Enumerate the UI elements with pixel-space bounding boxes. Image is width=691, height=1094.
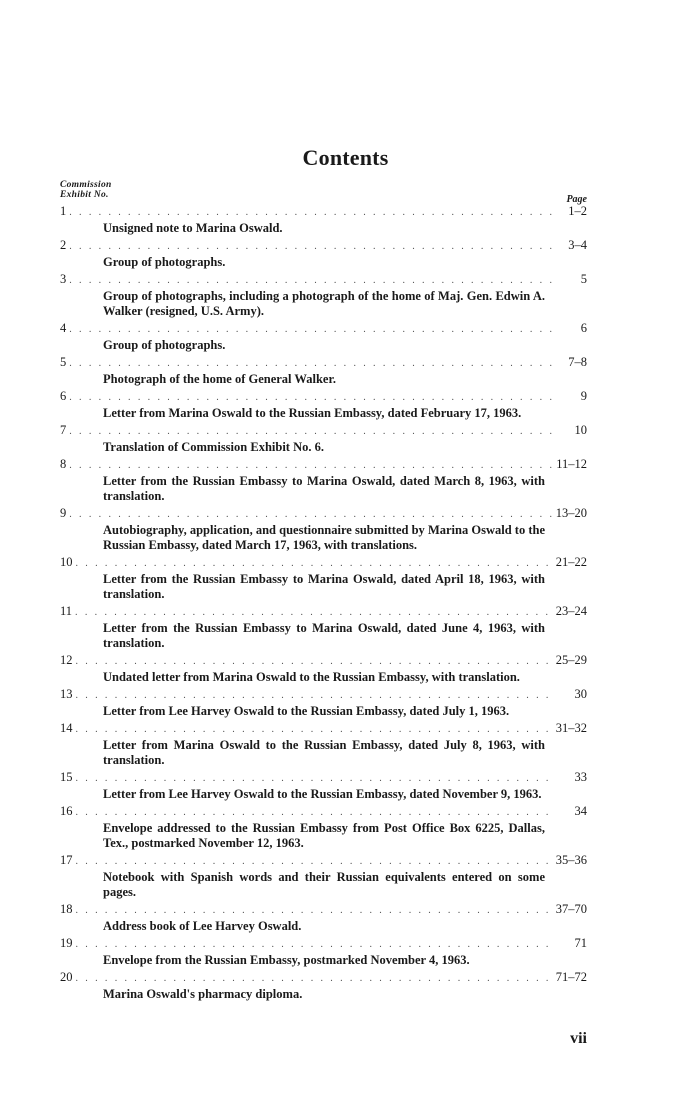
entry-page-range: 35–36 bbox=[555, 853, 587, 867]
exhibit-number: 2 bbox=[60, 238, 67, 252]
entry-leader-line bbox=[60, 389, 587, 404]
entry-page-range: 6 bbox=[580, 321, 587, 335]
exhibit-number: 6 bbox=[60, 389, 67, 403]
dot-leader bbox=[76, 854, 553, 869]
dot-leader bbox=[69, 205, 554, 220]
contents-entry bbox=[60, 423, 587, 455]
exhibit-number: 10 bbox=[60, 555, 73, 569]
entry-leader-line bbox=[60, 321, 587, 336]
entry-description: Letter from the Russian Embassy to Marina Oswald, dated June 4, 1963, with translation. bbox=[103, 621, 545, 650]
entry-description: Envelope from the Russian Embassy, postmarked November 4, 1963. bbox=[103, 953, 470, 967]
entry-description: Notebook with Spanish words and their Russian equivalents entered on some pages. bbox=[103, 870, 545, 899]
entry-description: Undated letter from Marina Oswald to the Russian Embassy, with translation. bbox=[103, 670, 520, 684]
exhibit-number: 15 bbox=[60, 770, 73, 784]
entry-leader-line bbox=[60, 355, 587, 370]
entry-leader-line bbox=[60, 653, 587, 668]
entry-page-range: 31–32 bbox=[555, 721, 587, 735]
entry-leader-line bbox=[60, 423, 587, 438]
entry-page-range: 10 bbox=[574, 423, 587, 437]
dot-leader bbox=[76, 654, 553, 669]
entry-page-range: 21–22 bbox=[555, 555, 587, 569]
contents-entry bbox=[60, 721, 587, 768]
contents-entry bbox=[60, 457, 587, 504]
dot-leader bbox=[69, 273, 554, 288]
page-number: vii bbox=[570, 1030, 587, 1047]
exhibit-header-line2: Exhibit No. bbox=[60, 190, 109, 200]
exhibit-number: 17 bbox=[60, 853, 73, 867]
contents-entry bbox=[60, 506, 587, 553]
exhibit-header-line1: Commission bbox=[60, 180, 112, 190]
dot-leader bbox=[76, 805, 555, 820]
contents-entry bbox=[60, 970, 587, 1002]
exhibit-number: 4 bbox=[60, 321, 67, 335]
contents-list bbox=[60, 204, 587, 1004]
exhibit-number: 20 bbox=[60, 970, 73, 984]
contents-entry bbox=[60, 604, 587, 651]
entry-page-range: 34 bbox=[574, 804, 587, 818]
entry-leader-line bbox=[60, 970, 587, 985]
dot-leader bbox=[69, 507, 553, 522]
entry-leader-line bbox=[60, 506, 587, 521]
dot-leader bbox=[76, 903, 553, 918]
entry-leader-line bbox=[60, 770, 587, 785]
contents-entry bbox=[60, 687, 587, 719]
exhibit-number: 19 bbox=[60, 936, 73, 950]
entry-description: Envelope addressed to the Russian Embassy from Post Office Box 6225, Dallas, Tex., postmarked November 12, 1963. bbox=[103, 821, 545, 850]
entry-page-range: 37–70 bbox=[555, 902, 587, 916]
exhibit-number: 12 bbox=[60, 653, 73, 667]
entry-leader-line bbox=[60, 804, 587, 819]
entry-page-range: 71 bbox=[574, 936, 587, 950]
dot-leader bbox=[76, 771, 555, 786]
entry-page-range: 25–29 bbox=[555, 653, 587, 667]
page-column-header: Page bbox=[566, 194, 587, 205]
exhibit-column-header bbox=[60, 180, 112, 200]
exhibit-number: 3 bbox=[60, 272, 67, 286]
dot-leader bbox=[76, 688, 555, 703]
entry-description: Translation of Commission Exhibit No. 6. bbox=[103, 440, 324, 454]
entry-leader-line bbox=[60, 238, 587, 253]
exhibit-number: 14 bbox=[60, 721, 73, 735]
contents-entry bbox=[60, 238, 587, 270]
entry-page-range: 5 bbox=[580, 272, 587, 286]
entry-leader-line bbox=[60, 555, 587, 570]
entry-page-range: 11–12 bbox=[556, 457, 587, 471]
entry-leader-line bbox=[60, 272, 587, 287]
entry-description: Group of photographs. bbox=[103, 338, 226, 352]
dot-leader bbox=[76, 971, 553, 986]
entry-description: Letter from Marina Oswald to the Russian Embassy, dated July 8, 1963, with translation. bbox=[103, 738, 545, 767]
entry-leader-line bbox=[60, 721, 587, 736]
entry-description: Photograph of the home of General Walker. bbox=[103, 372, 336, 386]
contents-entry bbox=[60, 555, 587, 602]
contents-entry bbox=[60, 653, 587, 685]
exhibit-number: 16 bbox=[60, 804, 73, 818]
page-title: Contents bbox=[302, 145, 389, 170]
dot-leader bbox=[69, 239, 554, 254]
dot-leader bbox=[76, 556, 553, 571]
exhibit-number: 9 bbox=[60, 506, 67, 520]
contents-entry bbox=[60, 853, 587, 900]
entry-page-range: 1–2 bbox=[568, 204, 587, 218]
exhibit-number: 18 bbox=[60, 902, 73, 916]
dot-leader bbox=[69, 322, 554, 337]
entry-page-range: 9 bbox=[580, 389, 587, 403]
entry-leader-line bbox=[60, 604, 587, 619]
entry-leader-line bbox=[60, 853, 587, 868]
entry-page-range: 33 bbox=[574, 770, 587, 784]
dot-leader bbox=[76, 937, 555, 952]
contents-entry bbox=[60, 902, 587, 934]
contents-entry bbox=[60, 355, 587, 387]
contents-entry bbox=[60, 321, 587, 353]
contents-entry bbox=[60, 804, 587, 851]
entry-page-range: 7–8 bbox=[568, 355, 587, 369]
entry-leader-line bbox=[60, 204, 587, 219]
entry-description: Group of photographs. bbox=[103, 255, 226, 269]
exhibit-number: 7 bbox=[60, 423, 67, 437]
exhibit-number: 11 bbox=[60, 604, 73, 618]
entry-description: Marina Oswald's pharmacy diploma. bbox=[103, 987, 303, 1001]
dot-leader bbox=[69, 424, 554, 439]
exhibit-number: 13 bbox=[60, 687, 73, 701]
entry-page-range: 71–72 bbox=[555, 970, 587, 984]
entry-page-range: 13–20 bbox=[555, 506, 587, 520]
dot-leader bbox=[76, 722, 553, 737]
entry-leader-line bbox=[60, 902, 587, 917]
entry-description: Letter from Lee Harvey Oswald to the Russian Embassy, dated November 9, 1963. bbox=[103, 787, 542, 801]
entry-leader-line bbox=[60, 687, 587, 702]
exhibit-number: 1 bbox=[60, 204, 67, 218]
entry-description: Autobiography, application, and questionnaire submitted by Marina Oswald to the Russian Embassy, dated March 17, 1963, with translations. bbox=[103, 523, 545, 552]
contents-entry bbox=[60, 936, 587, 968]
entry-description: Address book of Lee Harvey Oswald. bbox=[103, 919, 302, 933]
entry-page-range: 23–24 bbox=[555, 604, 587, 618]
entry-description: Group of photographs, including a photograph of the home of Maj. Gen. Edwin A. Walker (resigned, U.S. Army). bbox=[103, 289, 545, 318]
entry-description: Unsigned note to Marina Oswald. bbox=[103, 221, 283, 235]
exhibit-number: 5 bbox=[60, 355, 67, 369]
entry-leader-line bbox=[60, 936, 587, 951]
entry-description: Letter from Lee Harvey Oswald to the Russian Embassy, dated July 1, 1963. bbox=[103, 704, 510, 718]
contents-entry bbox=[60, 770, 587, 802]
dot-leader bbox=[69, 458, 553, 473]
dot-leader bbox=[75, 605, 553, 620]
contents-entry bbox=[60, 272, 587, 319]
entry-page-range: 3–4 bbox=[568, 238, 587, 252]
entry-leader-line bbox=[60, 457, 587, 472]
entry-page-range: 30 bbox=[574, 687, 587, 701]
dot-leader bbox=[69, 390, 554, 405]
entry-description: Letter from the Russian Embassy to Marina Oswald, dated March 8, 1963, with translation. bbox=[103, 474, 545, 503]
exhibit-number: 8 bbox=[60, 457, 67, 471]
dot-leader bbox=[69, 356, 554, 371]
entry-description: Letter from Marina Oswald to the Russian Embassy, dated February 17, 1963. bbox=[103, 406, 522, 420]
entry-description: Letter from the Russian Embassy to Marina Oswald, dated April 18, 1963, with translation. bbox=[103, 572, 545, 601]
contents-entry bbox=[60, 204, 587, 236]
contents-entry bbox=[60, 389, 587, 421]
